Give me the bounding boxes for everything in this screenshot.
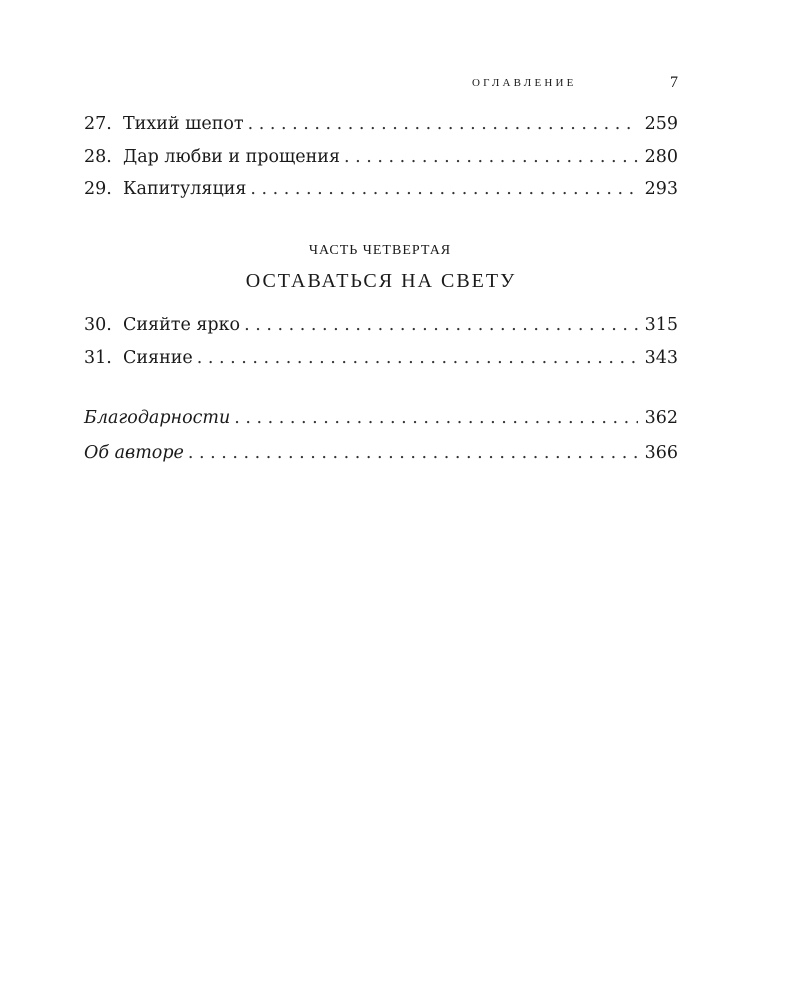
dot-leader bbox=[344, 147, 638, 167]
entry-title: Дар любви и прощения bbox=[123, 146, 341, 167]
dot-leader bbox=[188, 443, 638, 463]
entry-title: Сияние bbox=[123, 347, 193, 368]
entry-page: 315 bbox=[644, 315, 678, 335]
toc-entry bbox=[84, 114, 678, 147]
entry-page: 362 bbox=[644, 408, 678, 428]
part-title: ОСТАВАТЬСЯ НА СВЕТУ bbox=[245, 270, 517, 292]
entry-title: Тихий шепот bbox=[123, 114, 244, 134]
entry-page: 293 bbox=[644, 179, 678, 199]
entry-page: 280 bbox=[644, 146, 678, 167]
toc-entry bbox=[84, 179, 678, 212]
entry-number: 31. bbox=[84, 347, 112, 368]
dot-leader bbox=[197, 348, 638, 368]
entry-title: Капитуляция bbox=[123, 179, 247, 199]
entry-number: 29. bbox=[84, 179, 112, 199]
toc-entry bbox=[84, 348, 678, 381]
dot-leader bbox=[248, 114, 638, 134]
toc-entry bbox=[84, 315, 678, 348]
toc-part-three-entries bbox=[84, 114, 678, 212]
toc-back-matter bbox=[84, 408, 678, 478]
entry-page: 343 bbox=[644, 347, 678, 368]
dot-leader bbox=[250, 179, 638, 199]
entry-title: Благодарности bbox=[84, 408, 231, 428]
toc-part-four-entries bbox=[84, 315, 678, 380]
part-label: ЧАСТЬ ЧЕТВЕРТАЯ bbox=[308, 243, 452, 258]
toc-entry bbox=[84, 443, 678, 478]
entry-number: 27. bbox=[84, 114, 112, 134]
toc-entry bbox=[84, 408, 678, 443]
entry-title: Сияйте ярко bbox=[123, 315, 241, 335]
entry-number: 30. bbox=[84, 315, 112, 335]
dot-leader bbox=[244, 315, 638, 335]
entry-title: Об авторе bbox=[84, 443, 184, 463]
entry-page: 366 bbox=[644, 443, 678, 463]
entry-number: 28. bbox=[84, 146, 112, 167]
running-head bbox=[84, 74, 678, 94]
dot-leader bbox=[234, 408, 638, 428]
entry-page: 259 bbox=[644, 114, 678, 134]
page-number: 7 bbox=[670, 74, 678, 91]
running-title: ОГЛАВЛЕНИЕ bbox=[472, 77, 577, 89]
toc-entry bbox=[84, 147, 678, 180]
